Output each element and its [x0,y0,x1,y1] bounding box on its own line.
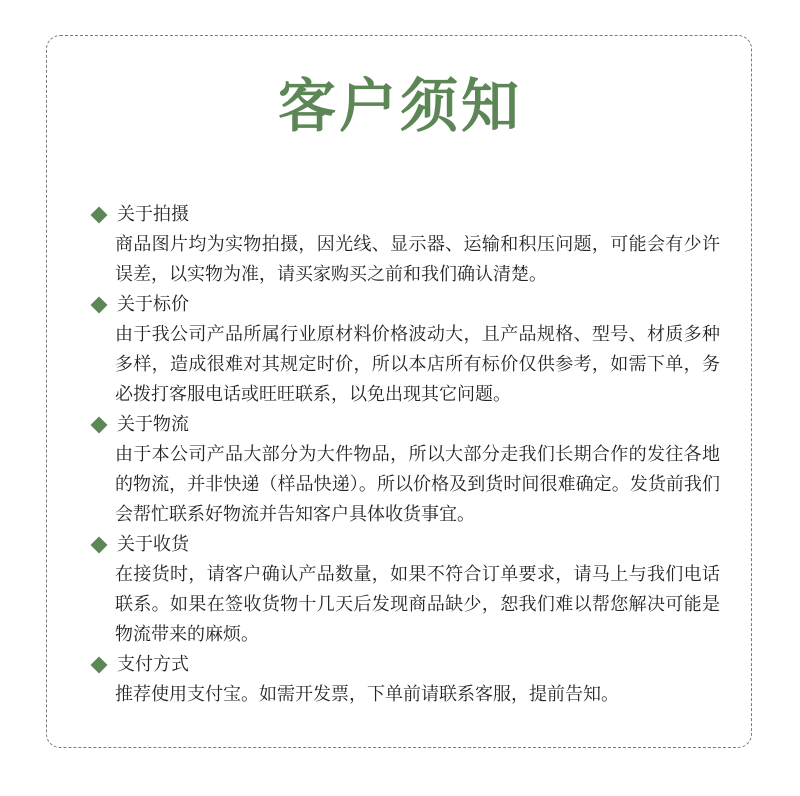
section-body: 推荐使用支付宝。如需开发票，下单前请联系客服，提前告知。 [115,684,619,705]
section-heading-row [90,650,730,680]
section-payment [90,650,730,710]
section-photography [90,200,730,290]
section-body: 在接货时，请客户确认产品数量，如果不符合订单要求，请马上与我们电话联系。如果在签收货物十几天后发现商品缺少，恕我们难以帮您解决可能是物流带来的麻烦。 [115,564,720,645]
section-heading: 关于标价 [117,294,189,315]
section-heading-row [90,290,730,320]
section-logistics [90,410,730,530]
section-pricing [90,290,730,410]
diamond-bullet-icon [91,297,108,314]
section-body: 由于本公司产品大部分为大件物品，所以大部分走我们长期合作的发往各地的物流，并非快递（样品快递）。所以价格及到货时间很难确定。发货前我们会帮忙联系好物流并告知客户具体收货事宜。 [115,444,720,525]
notice-sections [90,200,730,710]
page-title: 客户须知 [277,72,522,140]
section-heading: 关于物流 [117,414,189,435]
section-heading: 关于拍摄 [117,204,189,225]
section-heading: 关于收货 [117,534,189,555]
section-heading-row [90,530,730,560]
section-body: 商品图片均为实物拍摄，因光线、显示器、运输和积压问题，可能会有少许误差，以实物为准，请买家购买之前和我们确认清楚。 [115,234,720,285]
section-heading-row [90,410,730,440]
diamond-bullet-icon [91,417,108,434]
diamond-bullet-icon [91,657,108,674]
diamond-bullet-icon [91,207,108,224]
section-heading-row [90,200,730,230]
section-heading: 支付方式 [117,654,189,675]
section-receiving [90,530,730,650]
diamond-bullet-icon [91,537,108,554]
section-body: 由于我公司产品所属行业原材料价格波动大，且产品规格、型号、材质多种多样，造成很难对其规定时价，所以本店所有标价仅供参考，如需下单，务必拨打客服电话或旺旺联系，以免出现其它问题。 [115,324,720,405]
